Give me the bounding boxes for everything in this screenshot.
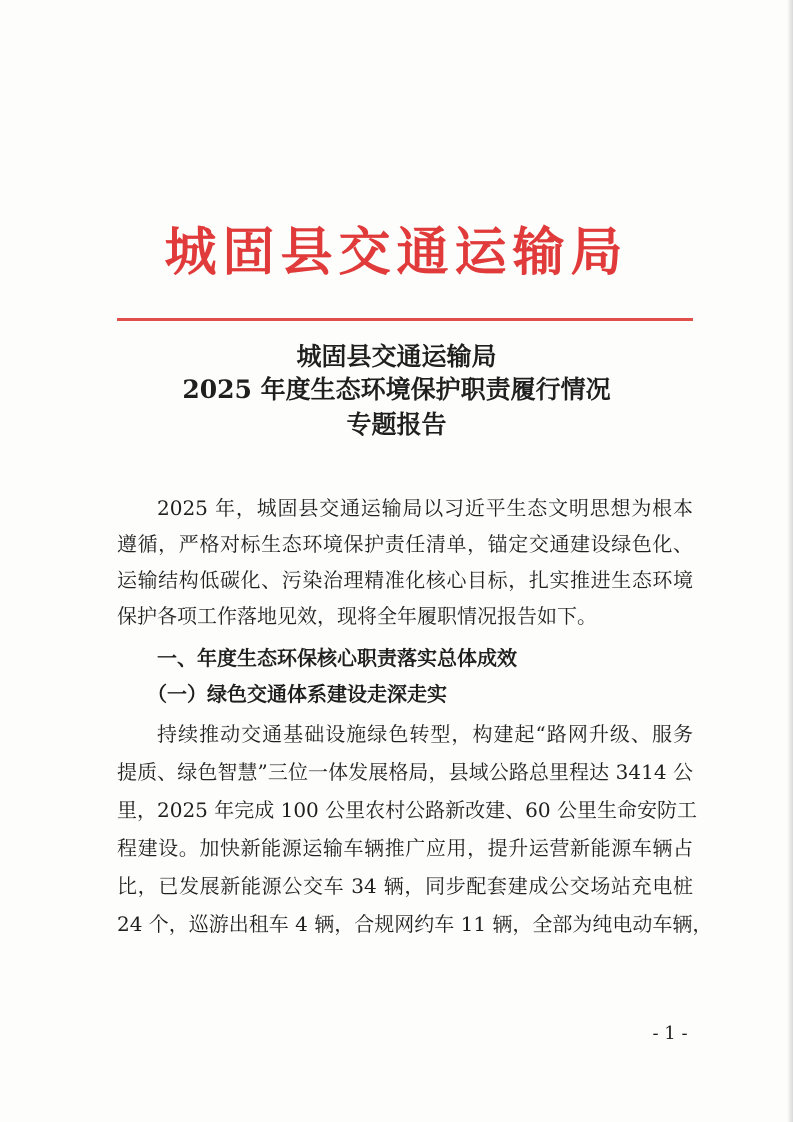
document-title-line-1: 城固县交通运输局: [296, 342, 497, 371]
intro-line-3: 运输结构低碳化、污染治理精准化核心目标，扎实推进生态环境: [117, 568, 693, 592]
page-number: - 1 -: [652, 1023, 688, 1044]
para-line-5: 比，已发展新能源公交车 34 辆，同步配套建成公交场站充电桩: [117, 874, 693, 898]
subsection-heading-1: （一）绿色交通体系建设走深走实: [147, 682, 447, 706]
section-heading-1: 一、年度生态环保核心职责落实总体成效: [157, 646, 517, 670]
para-line-4: 程建设。加快新能源运输车辆推广应用，提升运营新能源车辆占: [117, 836, 693, 860]
red-separator-line: [117, 318, 693, 321]
para-line-1: 持续推动交通基础设施绿色转型，构建起“路网升级、服务: [157, 722, 693, 746]
red-header-org-name: 城固县交通运输局: [164, 222, 629, 283]
intro-line-1: 2025 年，城固县交通运输局以习近平生态文明思想为根本: [157, 496, 693, 520]
page-edge-shadow: [787, 0, 793, 1122]
para-line-2: 提质、绿色智慧”三位一体发展格局，县域公路总里程达 3414 公: [117, 760, 693, 784]
para-line-3: 里，2025 年完成 100 公里农村公路新改建、60 公里生命安防工: [117, 798, 697, 822]
intro-line-4: 保护各项工作落地见效，现将全年履职情况报告如下。: [117, 604, 597, 628]
document-title-line-3: 专题报告: [346, 410, 447, 439]
document-title-line-2: 2025 年度生态环境保护职责履行情况: [182, 375, 611, 404]
intro-line-2: 遵循，严格对标生态环境保护责任清单，锚定交通建设绿色化、: [117, 532, 693, 556]
para-line-6: 24 个，巡游出租车 4 辆，合规网约车 11 辆，全部为纯电动车辆，: [117, 912, 713, 936]
